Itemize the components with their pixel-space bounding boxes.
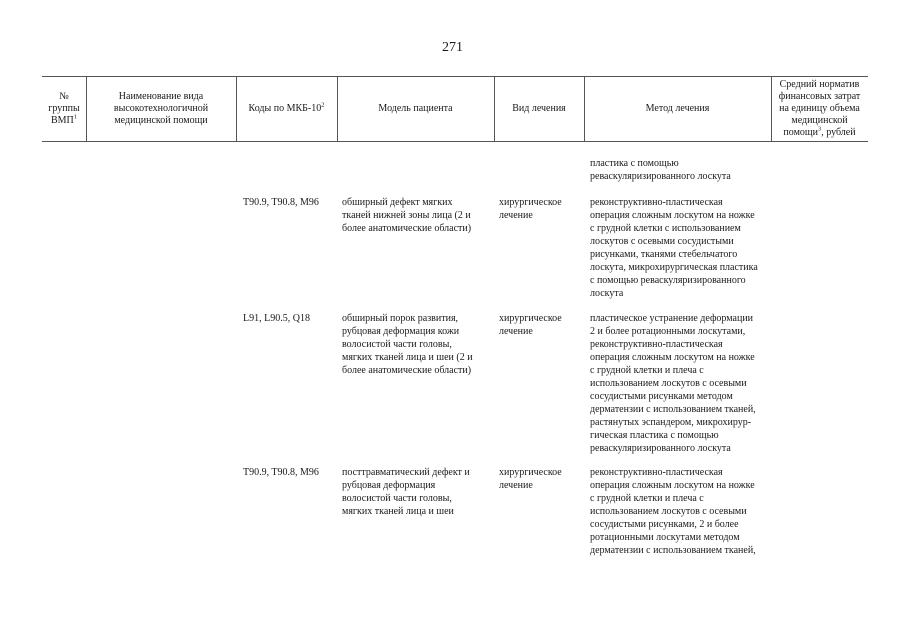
header-icd-codes-text: Коды по МКБ-10 [248, 102, 322, 114]
header-patient-model: Модель пациента [378, 102, 453, 114]
table-header-bottom-rule [42, 141, 868, 142]
table-row-model: обширный порок развития, рубцовая деформация кожи волосистой части головы, мягких тканей лица и шеи (2 и более анатомические области) [342, 313, 473, 376]
table-row-method: реконструктивно-пластическая операция сложным лоскутом на ножке с грудной клетки и плеча с использованием лоскутов с осевыми сосудистыми рисунками, 2 и более ротационными лоскутами методом дерматензии с использованием тканей, [590, 467, 756, 556]
header-icd-codes [236, 76, 337, 141]
table-row-model: посттравматический дефект и рубцовая деформация волосистой части головы, мягких тканей лица и шеи [342, 467, 470, 517]
footnote-marker: 1 [73, 113, 78, 121]
table-row-treatment: хирургическое лечение [499, 313, 562, 337]
table-row-codes: L91, L90.5, Q18 [243, 313, 310, 324]
header-cost-norm [771, 76, 868, 141]
footnote-marker: 3 [817, 125, 822, 133]
header-cost-norm-text: Средний норматив финансовых затрат на единицу объема медицинской помощи [778, 78, 861, 138]
page-number: 271 [442, 40, 463, 55]
header-treatment-type: Вид лечения [512, 102, 566, 114]
header-treatment-method: Метод лечения [645, 102, 710, 114]
header-group-number [42, 76, 86, 141]
header-vmp-name: Наименование вида высокотехнологичной медицинской помощи [113, 90, 209, 126]
table-row-method: реконструктивно-пластическая операция сложным лоскутом на ножке с грудной клетки с использованием лоскутов с осевыми сосудистыми рисунками, тканями стебельчатого лоскута, микрохирургическая пластика с помощью реваскуляризированного лоскута [590, 197, 758, 299]
table-row-method: пластическое устранение деформации 2 и более ротационными лоскутами, реконструктивно-пластическая операция сложным лоскутом на ножке с грудной клетки и плеча с использованием лоскутов с осевыми сосудистыми рисунками методом дерматензии с использованием тканей, растянутых эспандером, микрохирур- гическая пластика с помощью реваскуляризированного лоскута [590, 313, 756, 454]
table-row-codes: T90.9, T90.8, M96 [243, 197, 319, 208]
table-row-method: пластика с помощью реваскуляризированного лоскута [590, 158, 731, 182]
header-cost-norm-unit: , рублей [821, 126, 856, 138]
table-row-model: обширный дефект мягких тканей нижней зоны лица (2 и более анатомические области) [342, 197, 472, 234]
table-row-treatment: хирургическое лечение [499, 467, 562, 491]
table-row-codes: T90.9, T90.8, M96 [243, 467, 319, 478]
header-group-number-text: № группы ВМП [48, 90, 80, 126]
footnote-marker: 2 [321, 101, 325, 109]
table-row-treatment: хирургическое лечение [499, 197, 562, 221]
